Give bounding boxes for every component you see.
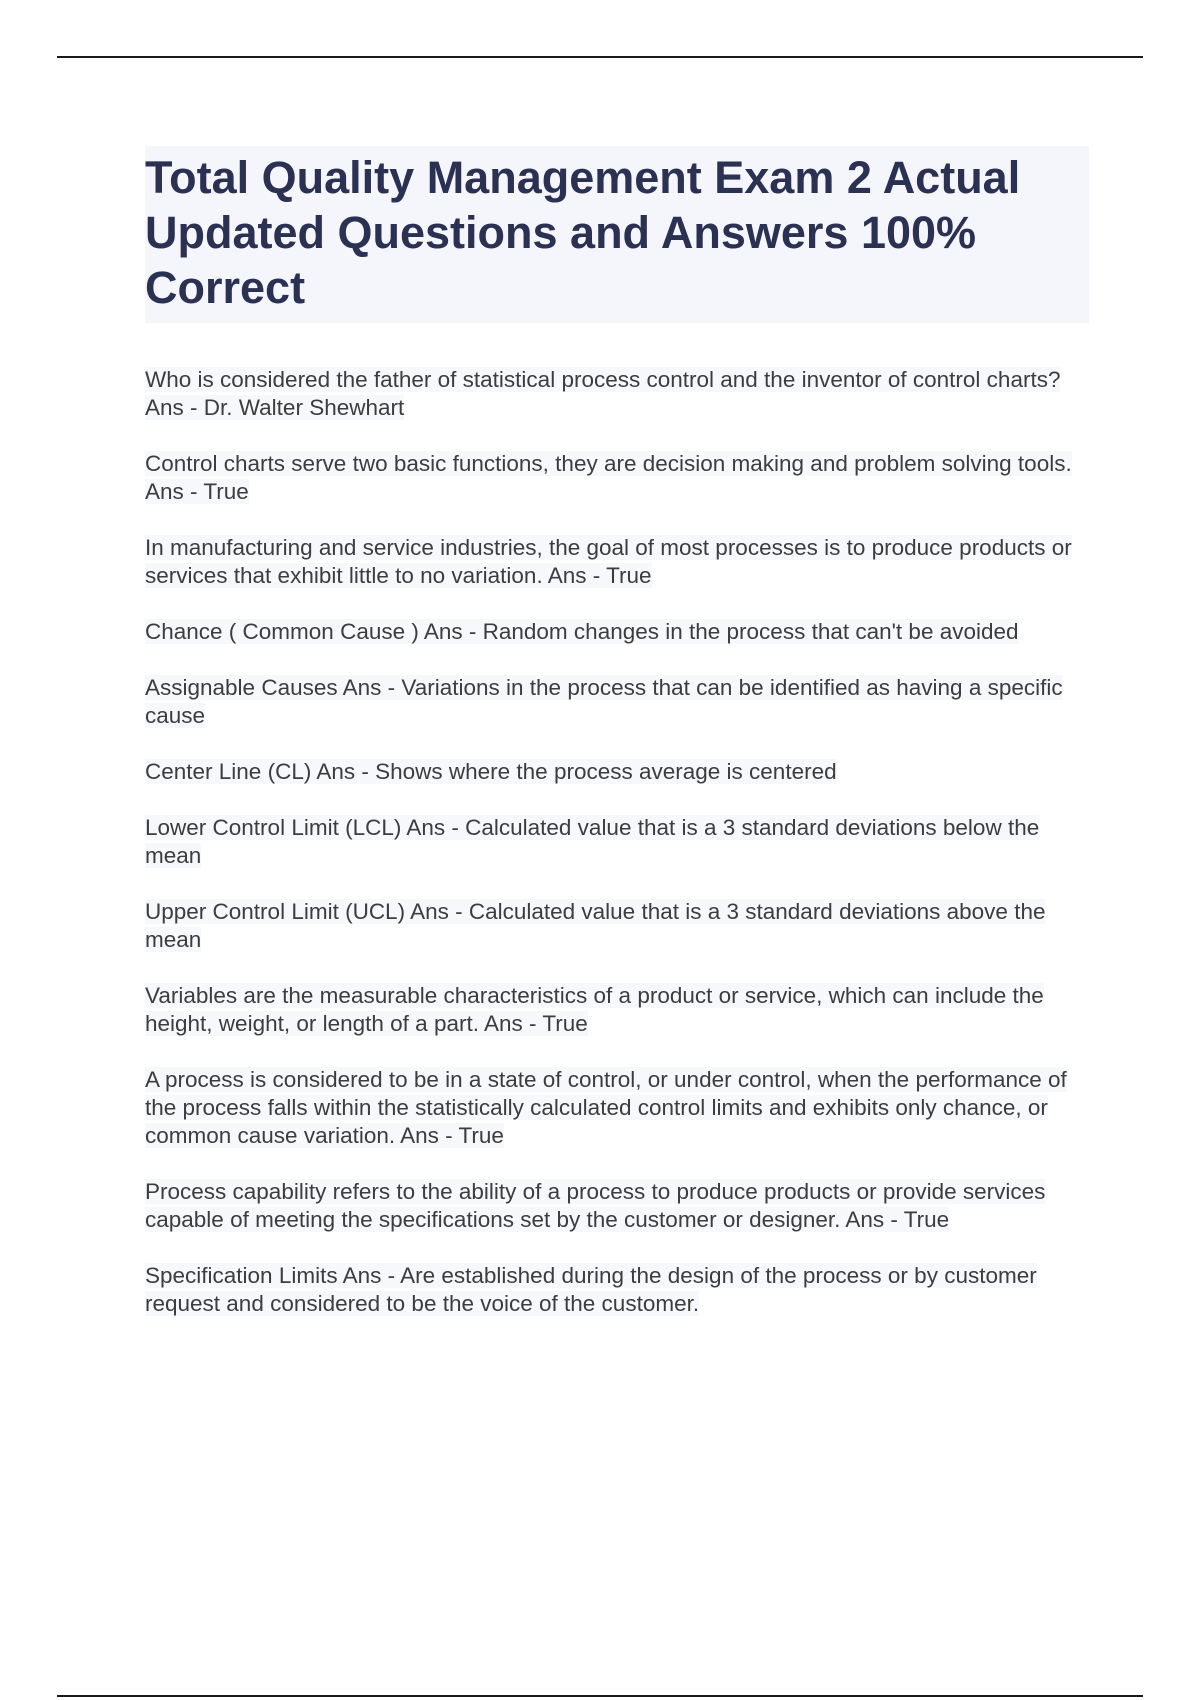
qa-item bbox=[145, 898, 1090, 954]
qa-item bbox=[145, 758, 1090, 786]
qa-item bbox=[145, 1178, 1090, 1234]
qa-text: In manufacturing and service industries, the goal of most processes is to produce products or services that exhibit little to no variation. Ans - True bbox=[145, 535, 1072, 588]
title-block bbox=[145, 146, 1089, 323]
qa-item bbox=[145, 1262, 1090, 1318]
qa-text: Variables are the measurable characteristics of a product or service, which can include the height, weight, or length of a part. Ans - True bbox=[145, 983, 1044, 1036]
qa-item bbox=[145, 674, 1090, 730]
qa-text: Specification Limits Ans - Are established during the design of the process or by customer request and considered to be the voice of the customer. bbox=[145, 1263, 1037, 1316]
qa-item bbox=[145, 1066, 1090, 1150]
qa-list bbox=[145, 366, 1090, 1346]
qa-item bbox=[145, 366, 1090, 422]
qa-item bbox=[145, 534, 1090, 590]
qa-text: A process is considered to be in a state of control, or under control, when the performance of the process falls within the statistically calculated control limits and exhibits only chance, or common cause variation. Ans - True bbox=[145, 1067, 1067, 1148]
qa-text: Upper Control Limit (UCL) Ans - Calculated value that is a 3 standard deviations above the mean bbox=[145, 899, 1046, 952]
page-title: Total Quality Management Exam 2 Actual Updated Questions and Answers 100% Correct bbox=[145, 152, 1021, 313]
qa-text: Control charts serve two basic functions, they are decision making and problem solving tools. Ans - True bbox=[145, 451, 1072, 504]
qa-text: Who is considered the father of statistical process control and the inventor of control charts? Ans - Dr. Walter Shewhart bbox=[145, 367, 1061, 420]
qa-text: Process capability refers to the ability of a process to produce products or provide services capable of meeting the specifications set by the customer or designer. Ans - True bbox=[145, 1179, 1046, 1232]
qa-text: Lower Control Limit (LCL) Ans - Calculated value that is a 3 standard deviations below the mean bbox=[145, 815, 1040, 868]
qa-text: Chance ( Common Cause ) Ans - Random changes in the process that can't be avoided bbox=[145, 619, 1019, 644]
qa-item bbox=[145, 618, 1090, 646]
top-divider bbox=[57, 56, 1143, 58]
qa-text: Center Line (CL) Ans - Shows where the process average is centered bbox=[145, 759, 837, 784]
qa-item bbox=[145, 982, 1090, 1038]
bottom-divider bbox=[57, 1695, 1143, 1697]
qa-item bbox=[145, 814, 1090, 870]
qa-item bbox=[145, 450, 1090, 506]
qa-text: Assignable Causes Ans - Variations in the process that can be identified as having a specific cause bbox=[145, 675, 1063, 728]
